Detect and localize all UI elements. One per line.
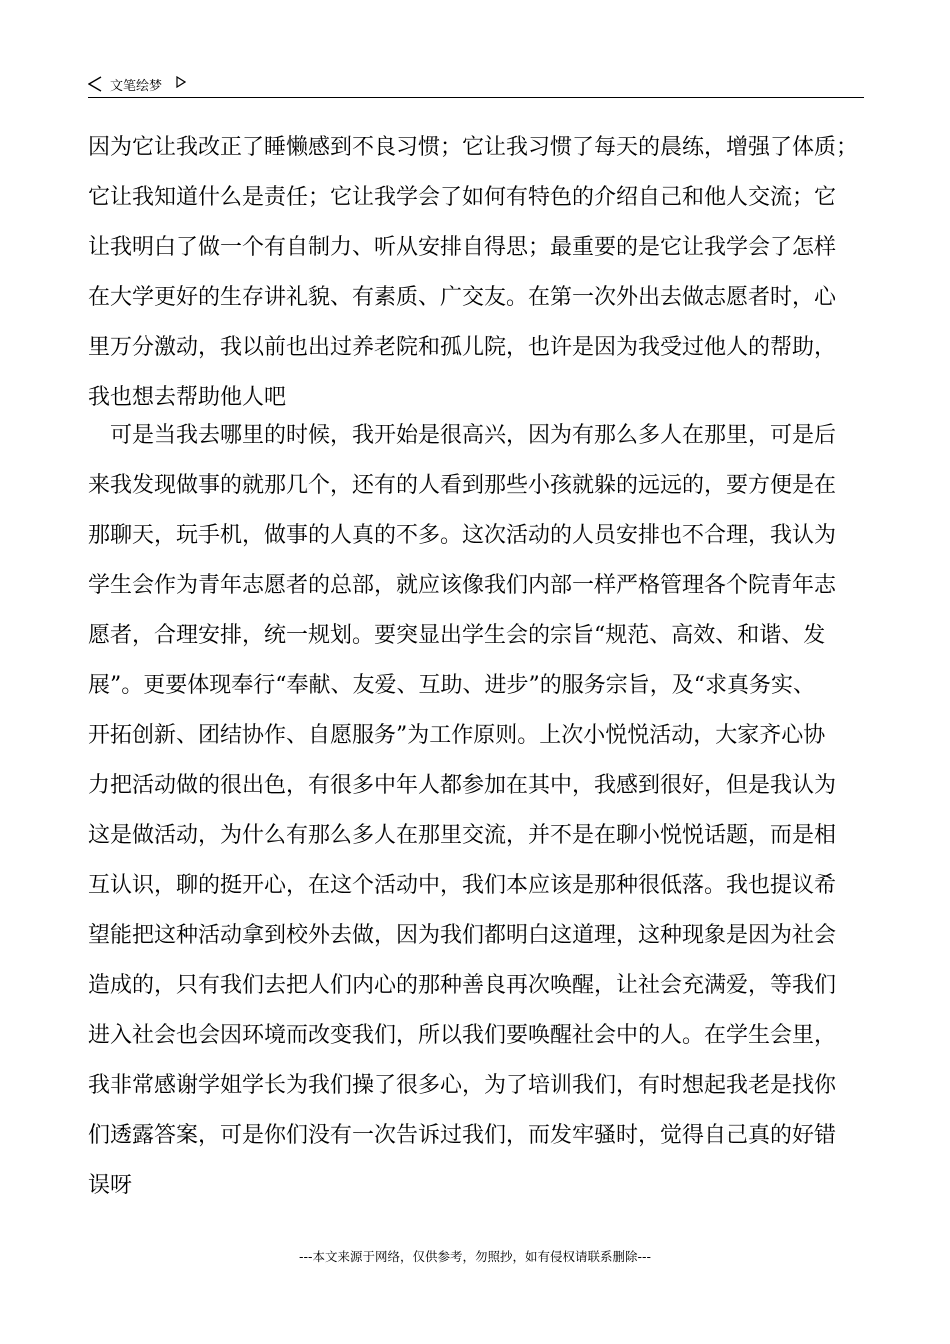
text-line: 在大学更好的生存讲礼貌、有素质、广交友。在第一次外出去做志愿者时，心	[88, 285, 837, 310]
header-title: 文笔绘梦	[110, 79, 163, 94]
text-line: 们透露答案，可是你们没有一次告诉过我们，而发牢骚时，觉得自己真的好错	[88, 1123, 837, 1148]
page-header	[88, 72, 864, 98]
text-line: 互认识，聊的挺开心，在这个活动中，我们本应该是那种很低落。我也提议希	[88, 873, 837, 898]
body-text	[88, 133, 872, 1209]
text-line: 误呀	[88, 1173, 133, 1198]
text-line: 展”。更要体现奉行“奉献、友爱、互助、进步”的服务宗旨，及“求真务实、	[88, 673, 815, 698]
right-triangle-icon	[176, 76, 186, 88]
text-line: 开拓创新、团结协作、自愿服务”为工作原则。上次小悦悦活动，大家齐心协	[88, 723, 826, 748]
text-line: 来我发现做事的就那几个，还有的人看到那些小孩就躲的远远的，要方便是在	[88, 473, 837, 498]
text-line: 里万分激动，我以前也出过养老院和孤儿院，也许是因为我受过他人的帮助，	[88, 335, 837, 360]
header-rule	[88, 97, 864, 98]
text-line: 我也想去帮助他人吧	[88, 385, 287, 410]
text-line: 学生会作为青年志愿者的总部，就应该像我们内部一样严格管理各个院青年志	[88, 573, 837, 598]
text-line: 让我明白了做一个有自制力、听从安排自得思；最重要的是它让我学会了怎样	[88, 235, 837, 260]
text-line: 因为它让我改正了睡懒感到不良习惯；它让我习惯了每天的晨练，增强了体质；	[88, 135, 859, 160]
text-line: 那聊天，玩手机，做事的人真的不多。这次活动的人员安排也不合理，我认为	[88, 523, 837, 548]
left-triangle-icon	[88, 76, 102, 92]
text-line: 它让我知道什么是责任；它让我学会了如何有特色的介绍自己和他人交流；它	[88, 185, 837, 210]
paragraph-1	[88, 133, 872, 421]
text-line: 进入社会也会因环境而改变我们，所以我们要唤醒社会中的人。在学生会里，	[88, 1023, 837, 1048]
text-line: 造成的，只有我们去把人们内心的那种善良再次唤醒，让社会充满爱，等我们	[88, 973, 837, 998]
text-line: 望能把这种活动拿到校外去做，因为我们都明白这道理，这种现象是因为社会	[88, 923, 837, 948]
text-line: 愿者，合理安排，统一规划。要突显出学生会的宗旨“规范、高效、和谐、发	[88, 623, 826, 648]
text-line: 这是做活动，为什么有那么多人在那里交流，并不是在聊小悦悦话题，而是相	[88, 823, 837, 848]
page-footer: ---本文来源于网络，仅供参考，勿照抄，如有侵权请联系删除---	[298, 1249, 652, 1264]
text-line: 可是当我去哪里的时候，我开始是很高兴，因为有那么多人在那里，可是后	[110, 423, 837, 448]
text-line: 力把活动做的很出色，有很多中年人都参加在其中，我感到很好，但是我认为	[88, 773, 837, 798]
text-line: 我非常感谢学姐学长为我们操了很多心，为了培训我们，有时想起我老是找你	[88, 1073, 837, 1098]
paragraph-2	[88, 421, 872, 1209]
